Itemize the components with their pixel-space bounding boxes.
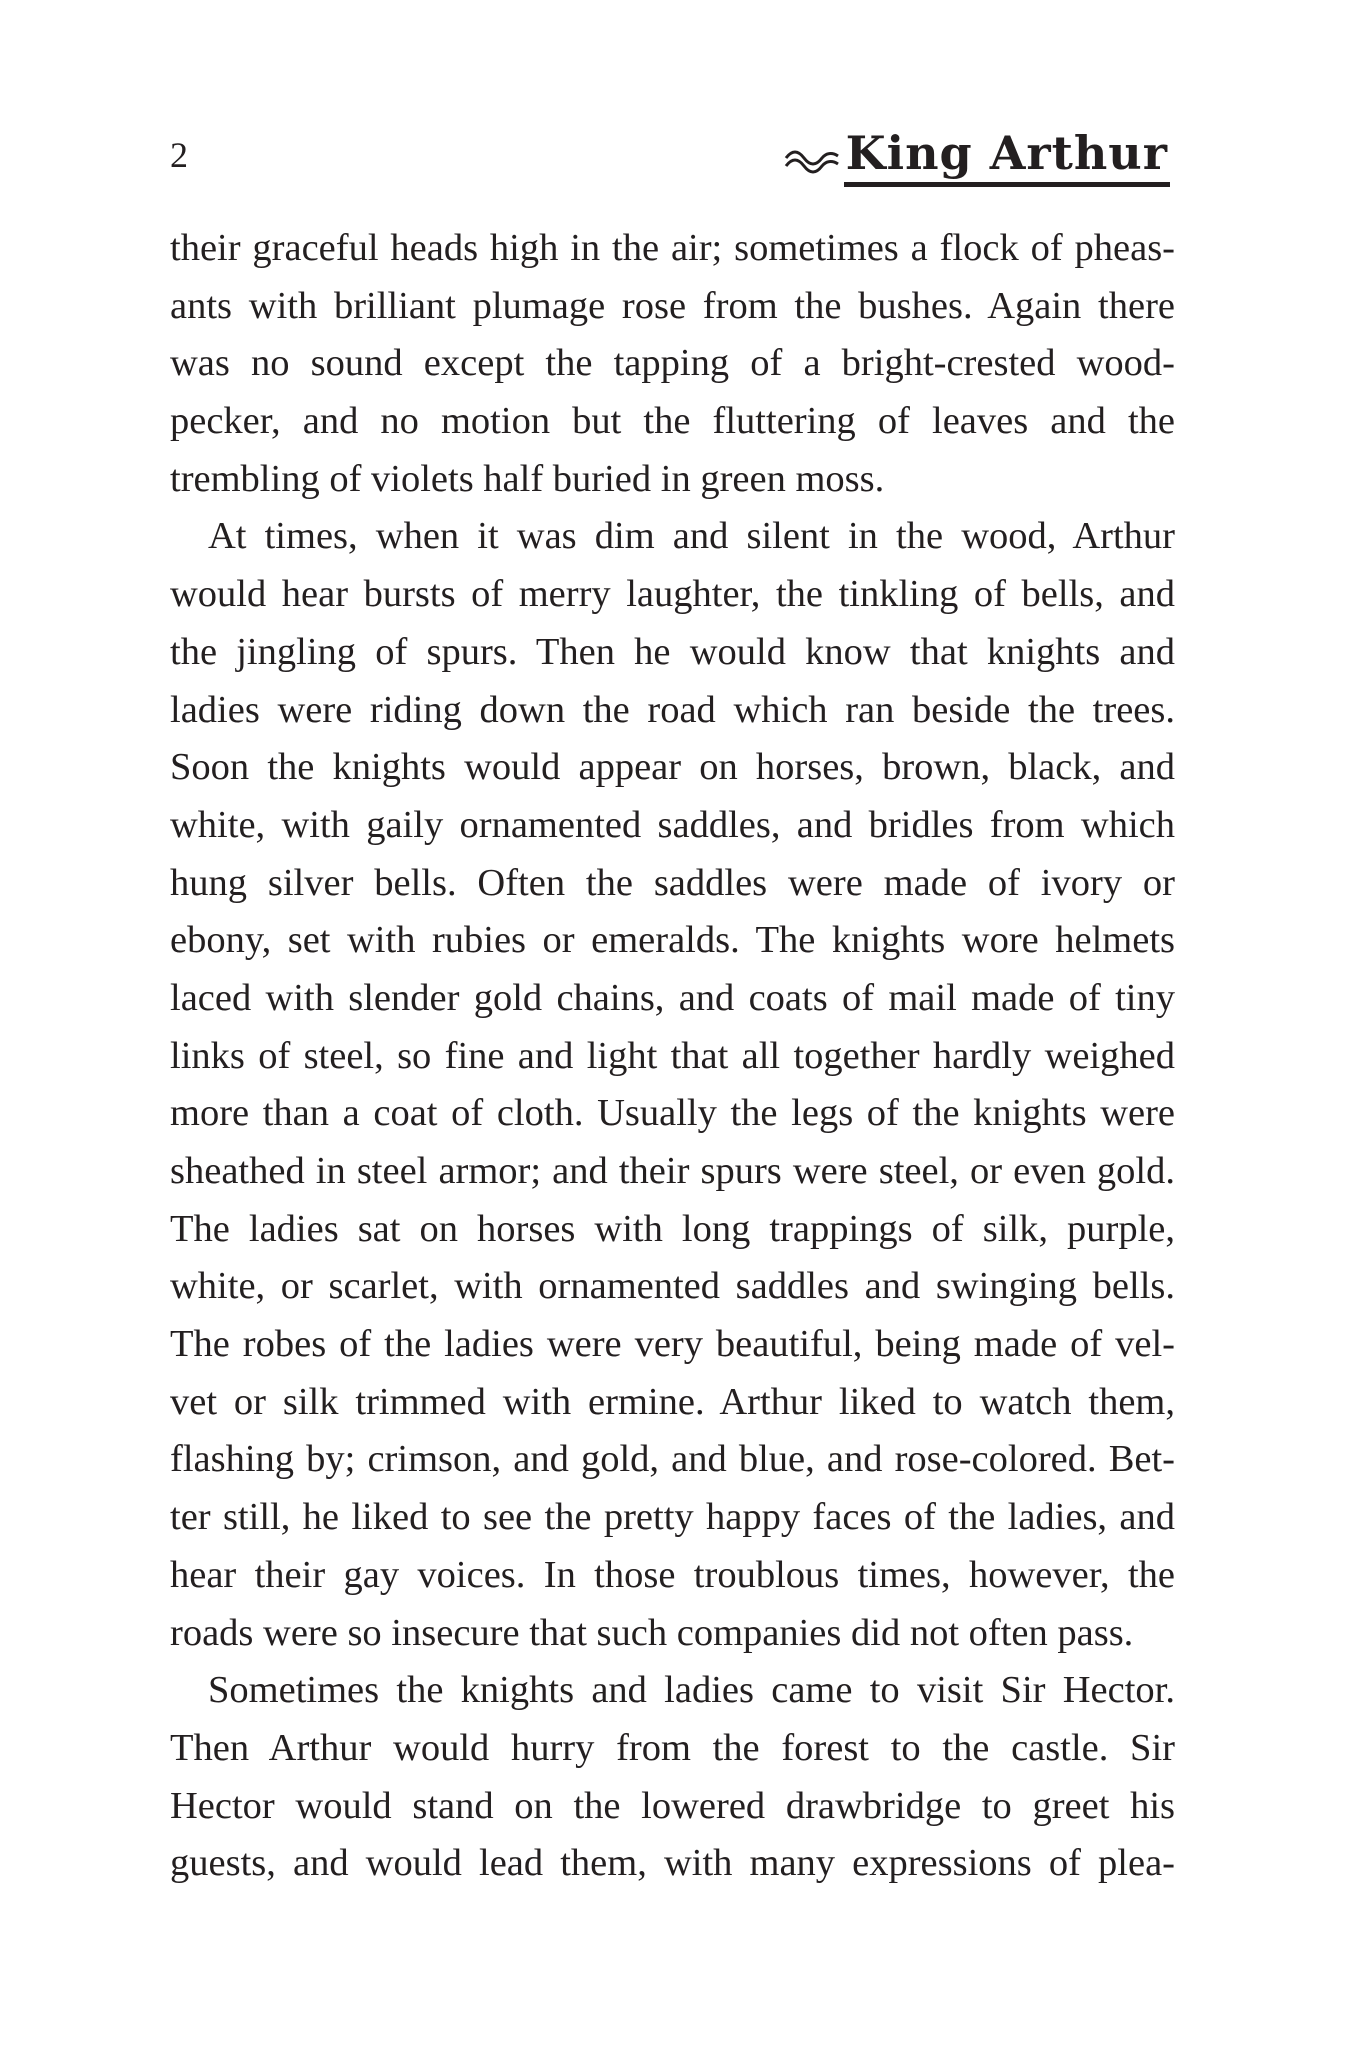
text-line: The ladies sat on horses with long trappings of silk, purple, <box>170 1207 1175 1250</box>
page-number: 2 <box>170 135 188 175</box>
text-line: the jingling of spurs. Then he would know that knights and <box>170 630 1175 673</box>
text-line: The robes of the ladies were very beautiful, being made of vel- <box>170 1323 1175 1366</box>
text-line: more than a coat of cloth. Usually the legs of the knights were <box>170 1092 1175 1135</box>
text-line: pecker, and no motion but the fluttering of leaves and the <box>170 400 1175 443</box>
text-line: hung silver bells. Often the saddles were made of ivory or <box>170 861 1175 904</box>
text-line: white, or scarlet, with ornamented saddles and swinging bells. <box>170 1265 1175 1308</box>
text-line: was no sound except the tapping of a bright-crested wood- <box>170 342 1175 385</box>
text-line: roads were so insecure that such companies did not often pass. <box>170 1611 1134 1654</box>
book-title-block <box>782 125 1170 187</box>
book-title: King Arthur <box>844 125 1170 187</box>
text-line: guests, and would lead them, with many expressions of plea- <box>170 1842 1175 1885</box>
text-line: would hear bursts of merry laughter, the tinkling of bells, and <box>170 573 1175 616</box>
text-line: hear their gay voices. In those troublous times, however, the <box>170 1553 1175 1596</box>
text-line: Hector would stand on the lowered drawbridge to greet his <box>170 1784 1175 1827</box>
text-line: ebony, set with rubies or emeralds. The knights wore helmets <box>170 919 1175 962</box>
body-text <box>170 220 1175 1893</box>
text-line: Soon the knights would appear on horses, brown, black, and <box>170 746 1175 789</box>
running-head <box>170 125 1170 195</box>
paragraph-start-line: Sometimes the knights and ladies came to visit Sir Hector. <box>208 1669 1175 1712</box>
text-line: white, with gaily ornamented saddles, and bridles from which <box>170 803 1175 846</box>
text-line: ladies were riding down the road which ran beside the trees. <box>170 688 1175 731</box>
paragraph-start-line: At times, when it was dim and silent in the wood, Arthur <box>208 515 1175 558</box>
text-line: laced with slender gold chains, and coats of mail made of tiny <box>170 976 1175 1019</box>
double-wave-flourish-icon <box>782 145 840 175</box>
text-line: Then Arthur would hurry from the forest to the castle. Sir <box>170 1726 1175 1769</box>
text-line: trembling of violets half buried in green moss. <box>170 457 885 500</box>
text-line: ants with brilliant plumage rose from the bushes. Again there <box>170 284 1175 327</box>
text-line: ter still, he liked to see the pretty happy faces of the ladies, and <box>170 1496 1175 1539</box>
text-line: their graceful heads high in the air; sometimes a flock of pheas- <box>170 227 1175 269</box>
text-line: sheathed in steel armor; and their spurs were steel, or even gold. <box>170 1150 1175 1192</box>
text-line: links of steel, so fine and light that all together hardly weighed <box>170 1034 1175 1077</box>
text-line: vet or silk trimmed with ermine. Arthur liked to watch them, <box>170 1380 1175 1423</box>
text-line: flashing by; crimson, and gold, and blue, and rose-colored. Bet- <box>170 1438 1175 1481</box>
